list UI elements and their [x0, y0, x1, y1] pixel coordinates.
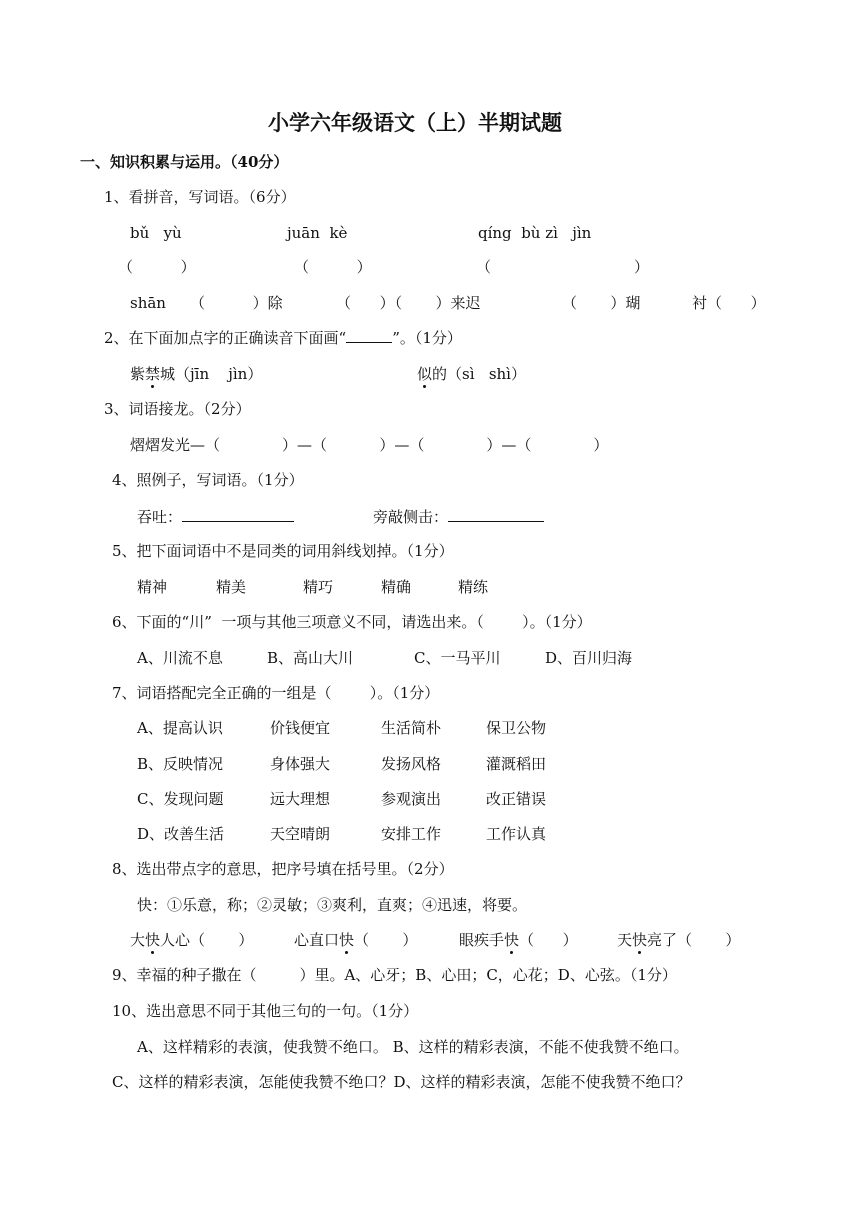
- question-10: 10、选出意思不同于其他三句的一句。（1分）: [112, 1002, 419, 1020]
- example-b: [373, 507, 544, 527]
- example-label: 旁敲侧击：: [373, 508, 449, 526]
- dotted-char: 快: [145, 931, 161, 949]
- choice-option-c[interactable]: C、发现问题: [137, 790, 224, 808]
- phrase: 生活简朴: [381, 719, 442, 737]
- example-a: [137, 507, 294, 527]
- question-1: 1、看拼音，写词语。（6分）: [104, 188, 296, 206]
- choice-option-d[interactable]: D、改善生活: [137, 825, 225, 843]
- answer-line-b[interactable]: [448, 521, 544, 522]
- word-part: 眼疾手: [459, 931, 505, 949]
- pinyin-1: bǔ yù: [130, 224, 182, 242]
- word-part: （ ）: [519, 931, 578, 949]
- pinyin-2: juān kè: [287, 224, 348, 242]
- answer-blank-3[interactable]: （ ）: [476, 258, 650, 276]
- word-part: 紫: [130, 365, 146, 383]
- dotted-phrase-1[interactable]: [130, 930, 253, 950]
- underline-sample: [346, 342, 392, 343]
- dotted-char: 禁: [145, 365, 161, 383]
- choice-option-b[interactable]: B、反映情况: [137, 755, 224, 773]
- reading-option-b: [417, 364, 526, 384]
- word-part: （ ）: [354, 931, 418, 949]
- section-heading: 一、知识积累与运用。（40分）: [80, 153, 289, 171]
- word-part: 城（jīn jìn）: [160, 365, 263, 383]
- question-9: 9、幸福的种子撒在（ ）里。A、心牙；B、心田；C，心花；D、心弦。（1分）: [112, 966, 677, 984]
- phrase: 身体强大: [270, 755, 331, 773]
- phrase: 安排工作: [381, 825, 442, 843]
- choice-option[interactable]: B、高山大川: [267, 649, 354, 667]
- choice-option[interactable]: A、川流不息: [137, 649, 223, 667]
- question-7: 7、词语搭配完全正确的一组是（ ）。（1分）: [112, 684, 440, 702]
- dotted-phrase-4[interactable]: [617, 930, 740, 950]
- word-part: 的（sì shì）: [432, 365, 526, 383]
- word-part: 人心（ ）: [160, 931, 254, 949]
- phrase: 灌溉稻田: [486, 755, 547, 773]
- page-title: 小学六年级语文（上）半期试题: [268, 110, 562, 135]
- word-part: 心直口: [294, 931, 340, 949]
- word-part: 亮了（ ）: [647, 931, 741, 949]
- choice-option-a[interactable]: A、提高认识: [137, 719, 223, 737]
- phrase: 参观演出: [381, 790, 442, 808]
- phrase: 价钱便宜: [270, 719, 331, 737]
- phrase: 天空晴朗: [270, 825, 331, 843]
- phrase: 保卫公物: [486, 719, 547, 737]
- dotted-phrase-2[interactable]: [294, 930, 417, 950]
- phrase: 工作认真: [486, 825, 547, 843]
- dotted-char: 快: [339, 931, 355, 949]
- word-part: 大: [130, 931, 146, 949]
- answer-blank-2[interactable]: （ ）: [294, 258, 372, 276]
- choice-option[interactable]: C、一马平川: [414, 649, 501, 667]
- answer-blank-1[interactable]: （ ）: [118, 258, 196, 276]
- question-5: 5、把下面词语中不是同类的词用斜线划掉。（1分）: [112, 542, 454, 560]
- question-6: 6、下面的“川” 一项与其他三项意义不同，请选出来。（ ）。（1分）: [112, 613, 592, 631]
- phrase: 改正错误: [486, 790, 547, 808]
- answer-blank-4[interactable]: （ ）除: [190, 294, 283, 312]
- answer-blank-6[interactable]: （ ）瑚: [562, 294, 641, 312]
- pinyin-3: qíng bù zì jìn: [478, 224, 592, 242]
- phrase: 远大理想: [270, 790, 331, 808]
- pinyin-shan: shān: [130, 294, 166, 312]
- word-option[interactable]: 精美: [216, 578, 247, 596]
- word-option[interactable]: 精确: [381, 578, 412, 596]
- question-4: 4、照例子，写词语。（1分）: [112, 471, 304, 489]
- answer-blank-5[interactable]: （ ）（ ）来迟: [336, 294, 481, 312]
- word-option[interactable]: 精练: [458, 578, 489, 596]
- question-10-options-ab[interactable]: A、这样精彩的表演，使我赞不绝口。 B、这样的精彩表演，不能不使我赞不绝口。: [137, 1038, 689, 1056]
- word-option[interactable]: 精巧: [303, 578, 334, 596]
- question-3: 3、词语接龙。（2分）: [104, 400, 251, 418]
- word-chain-line[interactable]: 熠熠发光—（ ）—（ ）—（ ）—（ ）: [130, 436, 609, 454]
- question-10-options-cd[interactable]: C、这样的精彩表演，怎能使我赞不绝口？D、这样的精彩表演，怎能不使我赞不绝口？: [112, 1073, 691, 1091]
- reading-option-a: [130, 364, 262, 384]
- question-2: [104, 328, 462, 348]
- question-2-suffix: ”。（1分）: [392, 329, 462, 347]
- question-8: 8、选出带点字的意思，把序号填在括号里。（2分）: [112, 860, 454, 878]
- word-option[interactable]: 精神: [137, 578, 168, 596]
- answer-line-a[interactable]: [182, 521, 294, 522]
- answer-blank-7[interactable]: 衬（ ）: [692, 294, 766, 312]
- phrase: 发扬风格: [381, 755, 442, 773]
- question-2-prefix: 2、在下面加点字的正确读音下面画“: [104, 329, 347, 347]
- meanings-list: 快：①乐意，称；②灵敏；③爽利，直爽；④迅速，将要。: [137, 896, 528, 914]
- dotted-char: 快: [504, 931, 520, 949]
- dotted-char: 似: [417, 365, 433, 383]
- dotted-phrase-3[interactable]: [459, 930, 578, 950]
- dotted-char: 快: [632, 931, 648, 949]
- example-label: 吞吐：: [137, 508, 183, 526]
- choice-option[interactable]: D、百川归海: [545, 649, 633, 667]
- word-part: 天: [617, 931, 633, 949]
